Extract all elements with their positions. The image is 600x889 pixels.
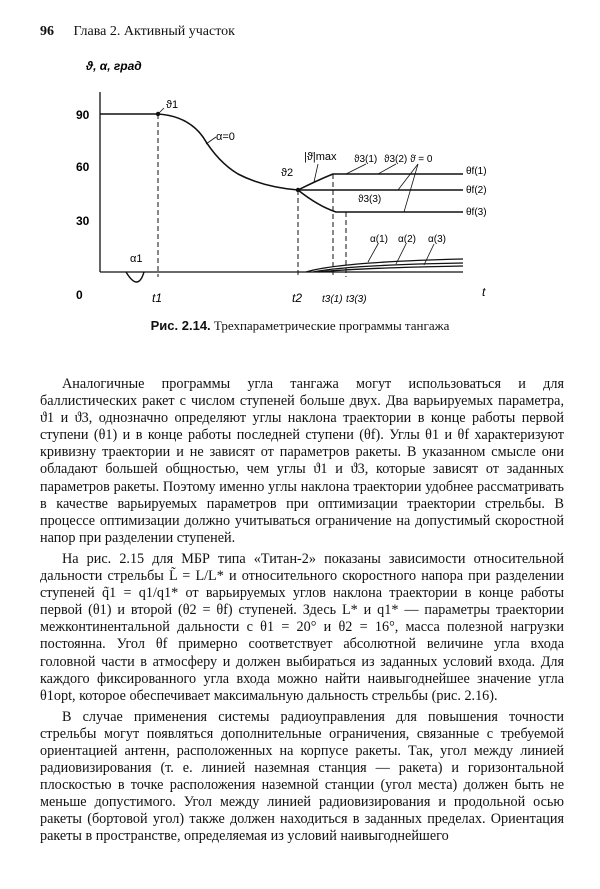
body-text <box>40 376 564 850</box>
theta3-2-label: ϑ3(2) <box>384 154 408 165</box>
theta2-label: ϑ2 <box>281 167 294 179</box>
page-header <box>40 24 235 40</box>
alpha1-dip <box>126 272 144 282</box>
theta3-1-branch <box>298 174 463 190</box>
dotmax-leader <box>314 164 318 182</box>
paragraph: В случае применения системы радиоуправления для повышения точности стрельбы могут появляться дополнительные ограничения, связанные с требуемой ориентацией антенн, расположенных на корпусе ракеты. Так, угол между линией радиовизирования (т. е. линией наземная станция — ракета) и горизонтальной плоскостью в точке расположения наземной станции (угол места) должен быть не меньше допустимого. Угол между линией радиовизирования и продольной осью ракеты (бортовой угол) также должен находиться в заданных пределах. Ориентация ракеты в пространстве, определяемая из условий наивыгоднейшего <box>40 708 564 845</box>
y-axis-label: ϑ, α, град <box>86 59 142 73</box>
leader-c <box>398 164 418 190</box>
y-tick-60: 60 <box>76 160 90 174</box>
leader-b <box>378 164 396 174</box>
leader-d <box>404 164 418 212</box>
t1-label: t1 <box>152 291 163 305</box>
alpha1-label: α1 <box>130 253 143 265</box>
y-tick-0: 0 <box>76 288 83 302</box>
figure-pitch-programs <box>78 52 518 322</box>
alpha-1-label: α(1) <box>370 234 389 245</box>
t31-label: t3(1) <box>322 294 343 305</box>
pitch-program-chart <box>78 52 518 322</box>
theta3-1-label: ϑ3(1) <box>354 154 378 165</box>
caption-text: Трехпараметрические программы тангажа <box>213 318 450 333</box>
theta-f1-label: θf(1) <box>466 166 487 177</box>
y-tick-30: 30 <box>76 214 90 228</box>
paragraph: На рис. 2.15 для МБР типа «Титан-2» показаны зависимости относительной дальности стрельбы L̃ = L/L* и относительного скоростного напора при разделении ступеней q̃1 = q1/q1* от варьируемых углов наклона траектории в конце работы первой (θ1) и второй (θ2 = θf) ступеней. Здесь L* и q1* — параметры траектории межконтинентальной дальности с θ1 = 20° и θ2 = 16°, масса полезной нагрузки постоянна. Угол θf примерно соответствует абсолютной величине угла входа головной части в атмосферу и должен выбираться из заданных условий входа. Для каждого фиксированного угла входа можно найти наивыгоднейшее значение угла θ1opt, которое обеспечивает максимальную дальность стрельбы (рис. 2.16). <box>40 550 564 704</box>
theta-f2-label: θf(2) <box>466 185 487 196</box>
theta-curve-main <box>100 114 298 190</box>
leader-a <box>346 164 366 174</box>
theta3-3-label: ϑ3(3) <box>358 194 382 205</box>
chapter-title: Глава 2. Активный участок <box>73 24 235 39</box>
theta-f3-label: θf(3) <box>466 207 487 218</box>
alpha-leader-3 <box>424 244 434 265</box>
caption-label: Рис. 2.14. <box>150 318 211 333</box>
paragraph: Аналогичные программы угла тангажа могут использоваться и для баллистических ракет с числом ступеней больше двух. Два варьируемых параметра, ϑ1 и ϑ3, однозначно определяют углы наклона траектории в конце работы первой ступени (θ1) и в конце работы последней ступени (θf). Углы θ1 и θf характеризуют кривизну траектории и не зависят от параметров ракеты. В указанном смысле они обладают большей общностью, чем углы ϑ1 и ϑ3, которые зависят от заданных параметров ракеты. Поэтому именно углы наклона траектории удобнее рассматривать в качестве варьируемых параметров при оптимизации траектории стрельбы. В процессе оптимизации должно учитываться ограничение на допустимый скоростной напор при разделении ступеней. <box>40 376 564 546</box>
t-axis-label: t <box>482 285 486 299</box>
page-number: 96 <box>40 24 54 39</box>
alpha-3-label: α(3) <box>428 234 447 245</box>
alpha-zero-leader <box>206 137 216 144</box>
alpha-zero-label: α=0 <box>216 131 235 143</box>
y-tick-90: 90 <box>76 108 90 122</box>
figure-caption <box>0 318 600 334</box>
dot-theta-zero-label: ϑ̇ = 0 <box>410 154 433 165</box>
alpha-2-label: α(2) <box>398 234 417 245</box>
theta1-leader <box>159 108 164 113</box>
theta1-label: ϑ1 <box>166 99 179 111</box>
dot-theta-max-label: |ϑ̇|max <box>304 151 337 163</box>
t2-label: t2 <box>292 291 303 305</box>
t33-label: t3(3) <box>346 294 367 305</box>
alpha-leader-1 <box>368 244 378 262</box>
